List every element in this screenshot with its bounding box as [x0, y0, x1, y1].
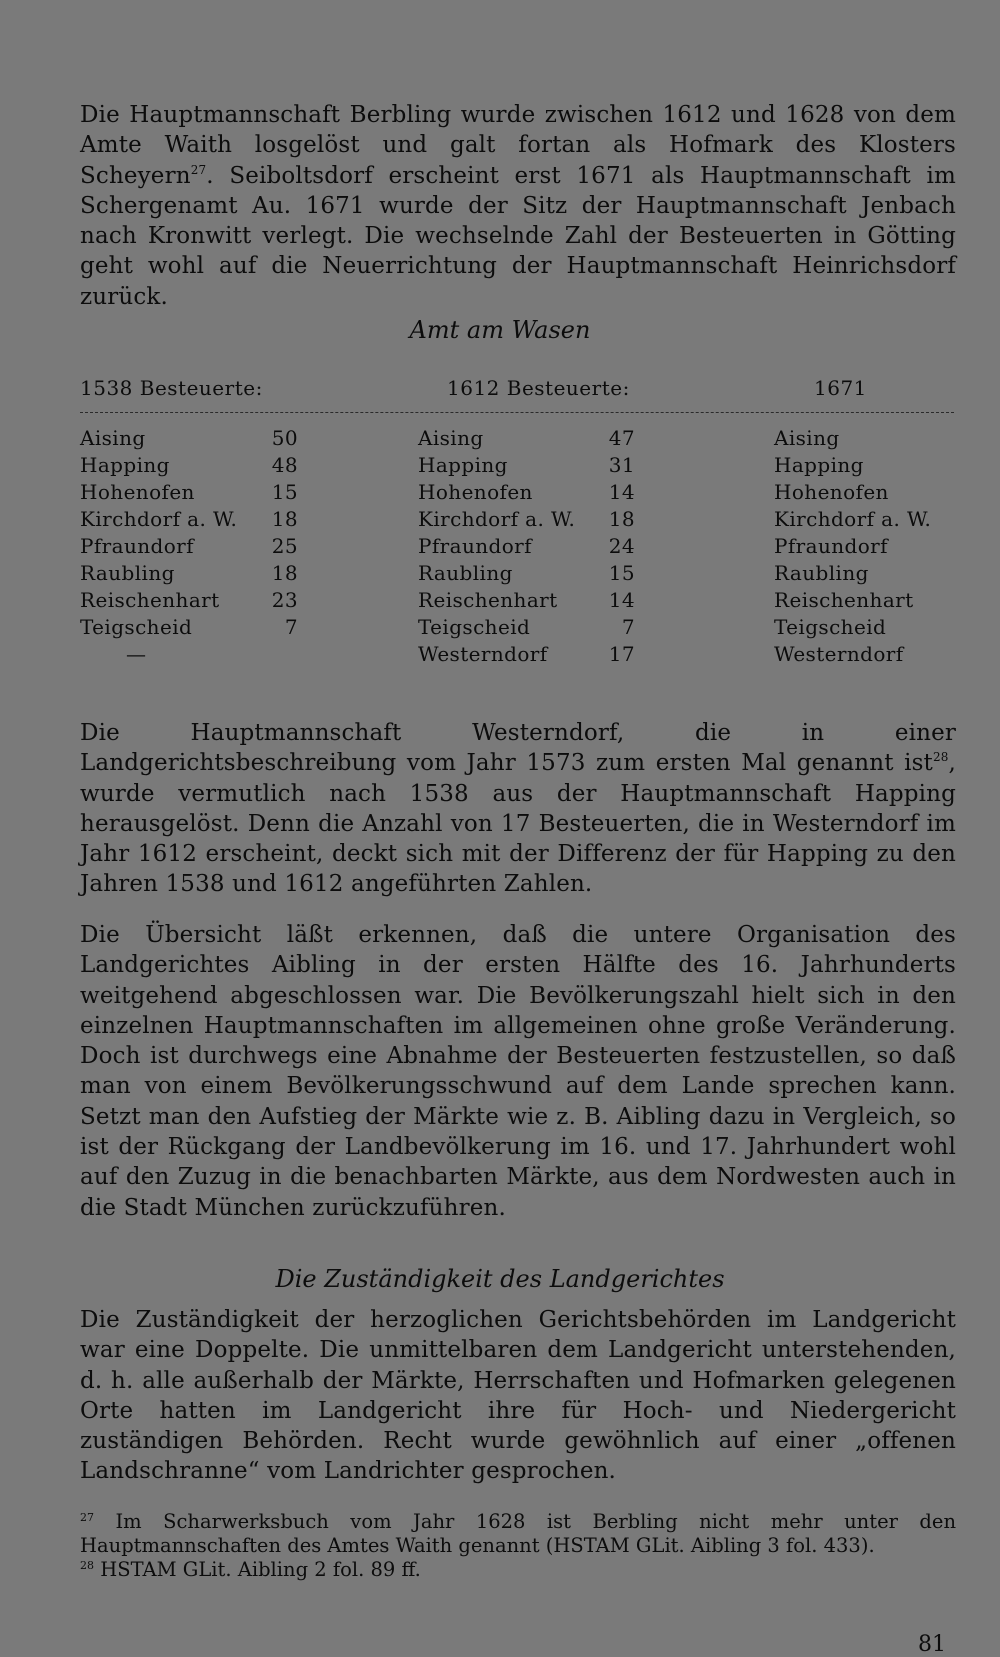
table-divider: [80, 412, 954, 413]
table-row: [0, 534, 1000, 561]
page-number: 81: [918, 1632, 946, 1657]
count-1538: 23: [271, 588, 298, 612]
count-1612: 31: [608, 453, 635, 477]
count-1612: 17: [608, 642, 635, 666]
section-paragraph: Die Zuständigkeit der herzoglichen Gerichtsbehörden im Landgericht war eine Doppelte. Die unmittelbaren dem Landgericht unterstehenden, d. h. alle außerhalb der Märkte, Herrschaften und Hofmarken gelegenen Orte hatten im Landgericht ihre für Hoch- und Niedergericht zuständigen Behörden. Recht wurde gewöhnlich auf einer „offenen Landschranne“ vom Landrichter gesprochen.: [80, 1307, 956, 1485]
table-header-1612: 1612 Besteuerte:: [447, 376, 630, 400]
table-title: Amt am Wasen: [409, 316, 591, 344]
place-1612: Aising: [418, 426, 484, 450]
footnote-text: HSTAM GLit. Aibling 2 fol. 89 ff.: [100, 1558, 421, 1581]
footnote-ref-28[interactable]: 28: [932, 750, 949, 765]
footnotes: [80, 1510, 956, 1582]
place-1671: Reischenhart: [774, 588, 914, 612]
count-1612: 24: [608, 534, 635, 558]
place-1671: Teigscheid: [774, 615, 887, 639]
count-1538: 48: [271, 453, 298, 477]
footnote-28: [80, 1558, 956, 1582]
place-1612: Happing: [418, 453, 508, 477]
count-1538: 15: [271, 480, 298, 504]
table-row: [0, 642, 1000, 669]
count-1612: 18: [608, 507, 635, 531]
place-1671: Kirchdorf a. W.: [774, 507, 932, 531]
place-1671: Hohenofen: [774, 480, 889, 504]
place-1538: Kirchdorf a. W.: [80, 507, 238, 531]
table-row: [0, 561, 1000, 588]
place-1538: Teigscheid: [80, 615, 193, 639]
place-1612: Reischenhart: [418, 588, 558, 612]
place-1538: Raubling: [80, 561, 175, 585]
count-1538: 50: [271, 426, 298, 450]
overview-paragraph: Die Übersicht läßt erkennen, daß die untere Organisation des Landgerichtes Aibling in der ersten Hälfte des 16. Jahrhunderts weitgehend abgeschlossen war. Die Bevölkerungszahl hielt sich in den einzelnen Hauptmannschaften im allgemeinen ohne große Veränderung. Doch ist durchwegs eine Abnahme der Besteuerten festzustellen, so daß man von einem Bevölkerungsschwund auf dem Lande sprechen kann. Setzt man den Aufstieg der Märkte wie z. B. Aibling dazu in Vergleich, so ist der Rückgang der Landbevölkerung im 16. und 17. Jahrhundert wohl auf den Zuzug in die benachbarten Märkte, aus dem Nordwesten auch in die Stadt München zurückzuführen.: [80, 922, 956, 1221]
place-1612: Hohenofen: [418, 480, 533, 504]
footnote-number: 28: [80, 1559, 94, 1572]
table-row: [0, 507, 1000, 534]
place-1671: Aising: [774, 426, 840, 450]
place-1612: Westerndorf: [418, 642, 548, 666]
count-1612: 14: [608, 480, 635, 504]
place-1612: Pfraundorf: [418, 534, 532, 558]
place-1538: Reischenhart: [80, 588, 220, 612]
intro-paragraph: Die Hauptmannschaft Berbling wurde zwischen 1612 und 1628 von dem Amte Waith losgelöst und galt fortan als Hofmark des Klosters Scheyern$^{27}$. Seiboltsdorf erscheint erst 1671 als Hauptmannschaft im Schergenamt Au. 1671 wurde der Sitz der Hauptmannschaft Jenbach nach Kronwitt verlegt. Die wechselnde Zahl der Besteuerten in Götting geht wohl auf die Neuerrichtung der Hauptmannschaft Heinrichsdorf zurück.: [80, 102, 956, 310]
place-1671: Pfraundorf: [774, 534, 888, 558]
table-header-1538: 1538 Besteuerte:: [80, 376, 263, 400]
place-1671: Raubling: [774, 561, 869, 585]
place-1671: Westerndorf: [774, 642, 904, 666]
table-row: [0, 480, 1000, 507]
place-1538: Pfraundorf: [80, 534, 194, 558]
count-1612: 47: [608, 426, 635, 450]
westerndorf-paragraph: Die Hauptmannschaft Westerndorf, die in einer Landgerichtsbeschreibung vom Jahr 1573 zum ersten Mal genannt ist$^{28}$, wurde vermutlich nach 1538 aus der Hauptmannschaft Happing herausgelöst. Denn die Anzahl von 17 Besteuerten, die in Westerndorf im Jahr 1612 erscheint, deckt sich mit der Differenz der für Happing zu den Jahren 1538 und 1612 angeführten Zahlen.: [80, 720, 956, 898]
count-1538: 18: [271, 561, 298, 585]
count-1538: 7: [284, 615, 298, 639]
place-1538-empty: —: [126, 642, 147, 666]
table-row: [0, 615, 1000, 642]
table-row: [0, 426, 1000, 453]
place-1612: Kirchdorf a. W.: [418, 507, 576, 531]
place-1671: Happing: [774, 453, 864, 477]
count-1538: 25: [271, 534, 298, 558]
place-1612: Teigscheid: [418, 615, 531, 639]
table-header-1671: 1671: [814, 376, 867, 400]
footnote-number: 27: [80, 1511, 94, 1524]
footnote-text: Im Scharwerksbuch vom Jahr 1628 ist Berbling nicht mehr unter den Hauptmannschaften des Amtes Waith genannt (HSTAM GLit. Aibling 3 fol. 433).: [80, 1510, 957, 1557]
table-row: [0, 588, 1000, 615]
place-1538: Happing: [80, 453, 170, 477]
table-row: [0, 453, 1000, 480]
section-heading: Die Zuständigkeit des Landgerichtes: [275, 1265, 725, 1293]
place-1538: Hohenofen: [80, 480, 195, 504]
footnote-ref-27[interactable]: 27: [190, 162, 207, 177]
count-1612: 7: [621, 615, 635, 639]
place-1612: Raubling: [418, 561, 513, 585]
footnote-27: [80, 1510, 956, 1558]
count-1538: 18: [271, 507, 298, 531]
place-1538: Aising: [80, 426, 146, 450]
count-1612: 14: [608, 588, 635, 612]
count-1612: 15: [608, 561, 635, 585]
